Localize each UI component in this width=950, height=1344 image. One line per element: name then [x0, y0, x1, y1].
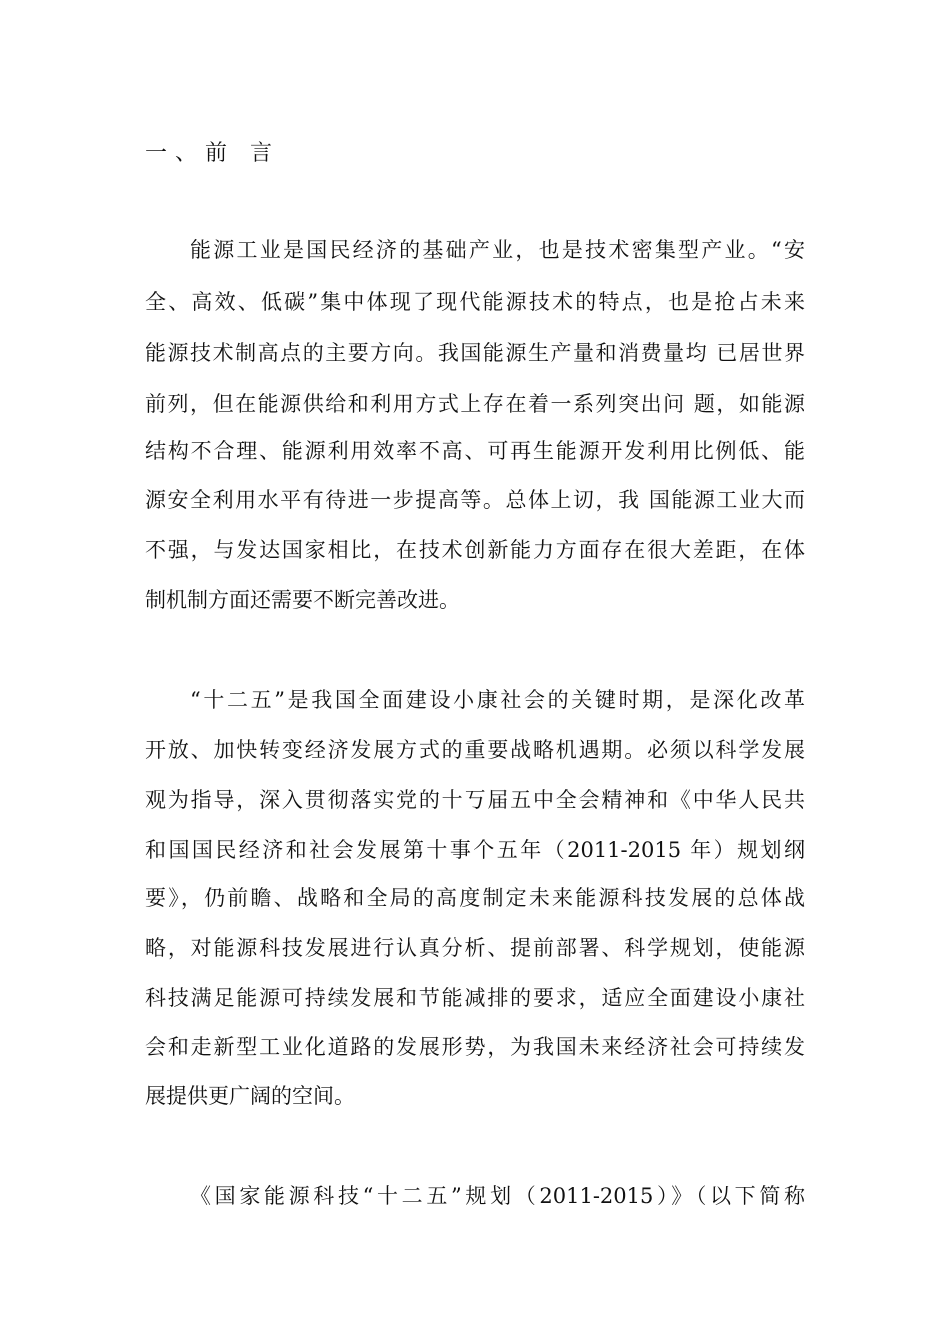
paragraph-2-line-9: 展提供更广阔的空间。: [145, 1084, 355, 1108]
paragraph-1-line-5: 结构不合理、能源利用效率不高、可再生能源开发利用比例低、能: [145, 439, 805, 463]
paragraph-2-line-8: 会和走新型工业化道路的发展形势，为我国未来经济社会可持续发: [145, 1035, 805, 1059]
paragraph-1-line-6: 源安全利用水平有待进一步提高等。总体上讱，我 国能源工业大而: [145, 488, 805, 512]
paragraph-2-line-4: 和国国民经济和社会发展第十事个五年（2011-2015 年）规划纲: [145, 838, 805, 862]
paragraph-2-line-3: 观为指导，深入贯彻落实党的十丂届五中全会精神和《中华人民共: [145, 788, 805, 812]
paragraph-1-line-8: 制机制方面还需要不断完善改进。: [145, 588, 460, 612]
paragraph-3-line-1: 《国家能源科技“十二五”规划（2011-2015）》（以下简称: [190, 1184, 805, 1208]
paragraph-2-line-2: 开放、加快转变经济发展方式的重要战略机遇期。必须以科学发展: [145, 738, 805, 762]
paragraph-2-line-1: “十二五”是我国全面建设小康社会的关键时期，是深化改革: [190, 688, 805, 712]
paragraph-1-line-3: 能源技术制高点的主要方向。我国能源生产量和消费量均 已居世界: [145, 341, 805, 365]
section-heading: 一、前 言: [145, 141, 280, 166]
paragraph-1-line-1: 能源工业是国民经济的基础产业，也是技术密集型产业。“安: [190, 238, 805, 262]
paragraph-1-line-2: 全、高效、低碳”集中体现了现代能源技术的特点，也是抢占未来: [145, 290, 805, 314]
paragraph-2-line-5: 要》，仍前瞻、战略和全局的高度制定未来能源科技发展的总体战: [145, 886, 805, 910]
paragraph-1-line-7: 不强，与发达国家相比，在技术创新能力方面存在很大差距，在体: [145, 538, 805, 562]
paragraph-2-line-6: 略，对能源科技发展进行认真分析、提前部署、科学规划，使能源: [145, 936, 805, 960]
paragraph-1-line-4: 前列，但在能源供给和利用方式上存在着一系列突出问 题，如能源: [145, 392, 805, 416]
paragraph-2-line-7: 科技满足能源可持续发展和节能减排的要求，适应全面建设小康社: [145, 986, 805, 1010]
